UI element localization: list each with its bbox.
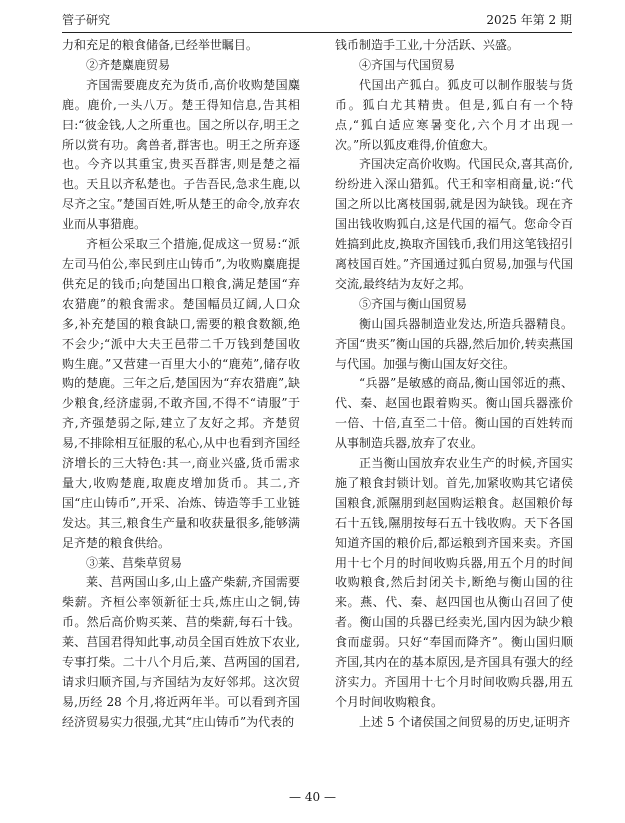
page-number: — 40 — bbox=[289, 790, 336, 804]
paragraph: 代国出产狐白。狐皮可以制作服装与货币。狐白尤其精贵。但是,狐白有一个特点,“狐白适应寒暑变化,六个月才出现一次。”所以狐皮难得,价值愈大。 bbox=[335, 77, 573, 152]
section-heading: ⑤齐国与衡山国贸易 bbox=[359, 296, 468, 311]
journal-title: 管子研究 bbox=[62, 13, 111, 27]
paragraph: 齐桓公采取三个措施,促成这一贸易:“派左司马伯公,率民到庄山铸币”,为收购麋鹿提供充足的钱币;向楚国出口粮食,满足楚国“弃农猎鹿”的粮食需求。楚国幅员辽阔,人口众多,补充楚国的粮食缺口,需要的粮食数额,绝不会少;“派中大夫王邑带二千万钱到楚国收购生鹿。”又营建一百里大小的“鹿苑”,储存收购的楚鹿。三年之后,楚国因为“弃农猎鹿”,缺少粮食,经济虚弱,不敢齐国,不得不“请服”于齐,齐强楚弱之际,建立了友好之邦。齐楚贸易,不排除相互征服的私心,从中也看到齐国经济增长的三大特色:其一,商业兴盛,货币需求量大,收购楚鹿,取鹿皮增加货币。其二,齐国“庄山铸币”,开采、冶炼、铸造等手工业链发达。其三,粮食生产量和收获量很多,能够满足齐楚的粮食供给。 bbox=[62, 237, 300, 550]
issue-label: 2025 年第 2 期 bbox=[486, 13, 572, 27]
paragraph: “兵器”是敏感的商品,衡山国邻近的燕、代、秦、赵国也跟着购买。衡山国兵器涨价一倍、十倍,直至二十倍。衡山国的百姓转而从事制造兵器,放弃了农业。 bbox=[335, 376, 573, 451]
paragraph: 力和充足的粮食储备,已经举世瞩目。 bbox=[62, 38, 258, 52]
right-column bbox=[335, 36, 573, 733]
paragraph: 钱币制造手工业,十分活跃、兴盛。 bbox=[335, 38, 519, 52]
paragraph: 齐国需要鹿皮充为货币,高价收购楚国麋鹿。鹿价,一头八万。楚王得知信息,告其相曰:“彼金钱,人之所重也。国之所以存,明王之所以赏有功。禽兽者,群害也。明王之所弃逐也。今齐以其重宝,贵买吾群害,则是楚之福也。天且以齐私楚也。子告吾民,急求生鹿,以尽齐之宝。”楚国百姓,听从楚王的命令,放弃农业而从事猎鹿。 bbox=[62, 77, 300, 232]
paragraph: 齐国决定高价收购。代国民众,喜其高价,纷纷进入深山猎狐。代王和宰相商量,说:“代国之所以比离枝国弱,就是因为缺钱。现在齐国出钱收购狐白,这是代国的福气。您命令百姓搞到此皮,换取齐国钱币,我们用这笔钱招引离枝国百姓。”齐国通过狐白贸易,加强与代国交流,最终结为友好之邦。 bbox=[335, 157, 573, 291]
section-heading: ④齐国与代国贸易 bbox=[359, 57, 456, 72]
paragraph: 衡山国兵器制造业发达,所造兵器精良。齐国“贵买”衡山国的兵器,然后加价,转卖燕国与代国。加强与衡山国友好交往。 bbox=[335, 316, 573, 371]
paragraph: 正当衡山国放弃农业生产的时候,齐国实施了粮食封锁计划。首先,加紧收购其它诸侯国粮食,派隰朋到赵国购运粮食。赵国粮价每石十五钱,隰朋按每石五十钱收购。天下各国知道齐国的粮价后,都运粮到齐国来卖。齐国用十七个月的时间收购兵器,用五个月的时间收购粮食,然后封闭关卡,断绝与衡山国的往来。燕、代、秦、赵四国也从衡山召回了使者。衡山国的兵器已经卖光,国内因为缺少粮食而虚弱。只好“奉国而降齐”。衡山国归顺齐国,其内在的基本原因,是齐国具有强大的经济实力。齐国用十七个月时间收购兵器,用五个月时间收购粮食。 bbox=[335, 456, 573, 709]
paragraph: 莱、莒两国山多,山上盛产柴薪,齐国需要柴薪。齐桓公率领新征士兵,炼庄山之铜,铸币。然后高价购买莱、莒的柴薪,每石十钱。莱、莒国君得知此事,动员全国百姓放下农业,专事打柴。二十八个月后,莱、莒两国的国君,请求归顺齐国,与齐国结为友好邻邦。这次贸易,历经 28 个月,将近两年半。可以看到齐国经济贸易实力很强,尤其“庄山铸币”为代表的 bbox=[62, 575, 300, 729]
section-heading: ②齐楚麋鹿贸易 bbox=[86, 57, 171, 72]
left-column bbox=[62, 36, 300, 733]
running-header bbox=[62, 10, 572, 33]
paragraph: 上述 5 个诸侯国之间贸易的历史,证明齐 bbox=[359, 714, 571, 729]
section-heading: ③莱、莒柴草贸易 bbox=[86, 555, 183, 570]
